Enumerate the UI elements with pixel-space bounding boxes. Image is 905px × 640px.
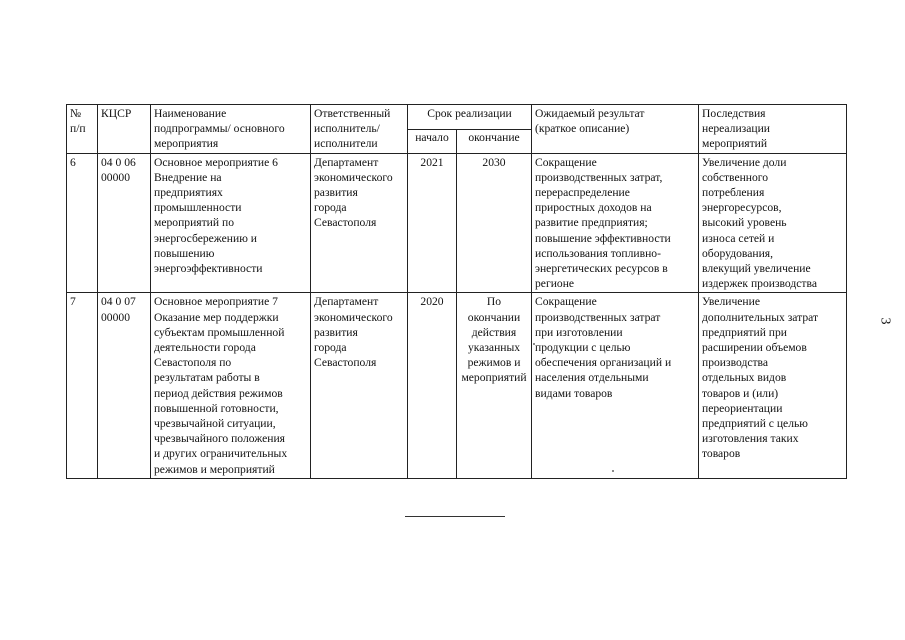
row-result: Сокращение производственных затрат при изготовлении продукции с целью обеспечения организаций и населения отдельными видами товаров bbox=[532, 293, 699, 478]
row-start: 2020 bbox=[408, 293, 457, 478]
header-row bbox=[67, 105, 847, 130]
row-num: 6 bbox=[67, 153, 98, 293]
row-result: Сокращение производственных затрат, перераспределение приростных доходов на развитие предприятия; повышение эффективности использования топливно- энергетических ресурсов в регионе bbox=[532, 153, 699, 293]
page-number: 3 bbox=[877, 317, 893, 325]
header-start: начало bbox=[408, 130, 457, 153]
header-executor: Ответственный исполнитель/ исполнители bbox=[311, 105, 408, 154]
row-end: 2030 bbox=[457, 153, 532, 293]
row-start: 2021 bbox=[408, 153, 457, 293]
row-kcsr: 04 0 07 00000 bbox=[98, 293, 151, 478]
scan-speck bbox=[533, 343, 535, 345]
row-num: 7 bbox=[67, 293, 98, 478]
row-name: Основное мероприятие 6 Внедрение на предприятиях промышленности мероприятий по энергосбережению и повышению энергоэффективности bbox=[151, 153, 311, 293]
row-consequences: Увеличение дополнительных затрат предприятий при расширении объемов производства отдельных видов товаров и (или) переориентации предприятий с целью изготовления таких товаров bbox=[699, 293, 847, 478]
header-kcsr: КЦСР bbox=[98, 105, 151, 154]
row-executor: Департамент экономического развития города Севастополя bbox=[311, 293, 408, 478]
table-row bbox=[67, 293, 847, 478]
table-row bbox=[67, 153, 847, 293]
row-executor: Департамент экономического развития города Севастополя bbox=[311, 153, 408, 293]
row-kcsr: 04 0 06 00000 bbox=[98, 153, 151, 293]
header-name: Наименование подпрограммы/ основного мероприятия bbox=[151, 105, 311, 154]
program-activities-table bbox=[66, 104, 847, 479]
header-num: № п/п bbox=[67, 105, 98, 154]
row-end: По окончании действия указанных режимов и мероприятий bbox=[457, 293, 532, 478]
row-name: Основное мероприятие 7 Оказание мер поддержки субъектам промышленной деятельности города Севастополя по результатам работы в период действия режимов повышенной готовности, чрезвычайной ситуации, чрезвычайного положения и других ограничительных режимов и мероприятий bbox=[151, 293, 311, 478]
footer-separator-line bbox=[405, 516, 505, 517]
scan-speck bbox=[612, 470, 614, 472]
header-result: Ожидаемый результат (краткое описание) bbox=[532, 105, 699, 154]
header-period: Срок реализации bbox=[408, 105, 532, 130]
header-end: окончание bbox=[457, 130, 532, 153]
row-consequences: Увеличение доли собственного потребления энергоресурсов, высокий уровень износа сетей и оборудования, влекущий увеличение издержек производства bbox=[699, 153, 847, 293]
header-consequences: Последствия нереализации мероприятий bbox=[699, 105, 847, 154]
